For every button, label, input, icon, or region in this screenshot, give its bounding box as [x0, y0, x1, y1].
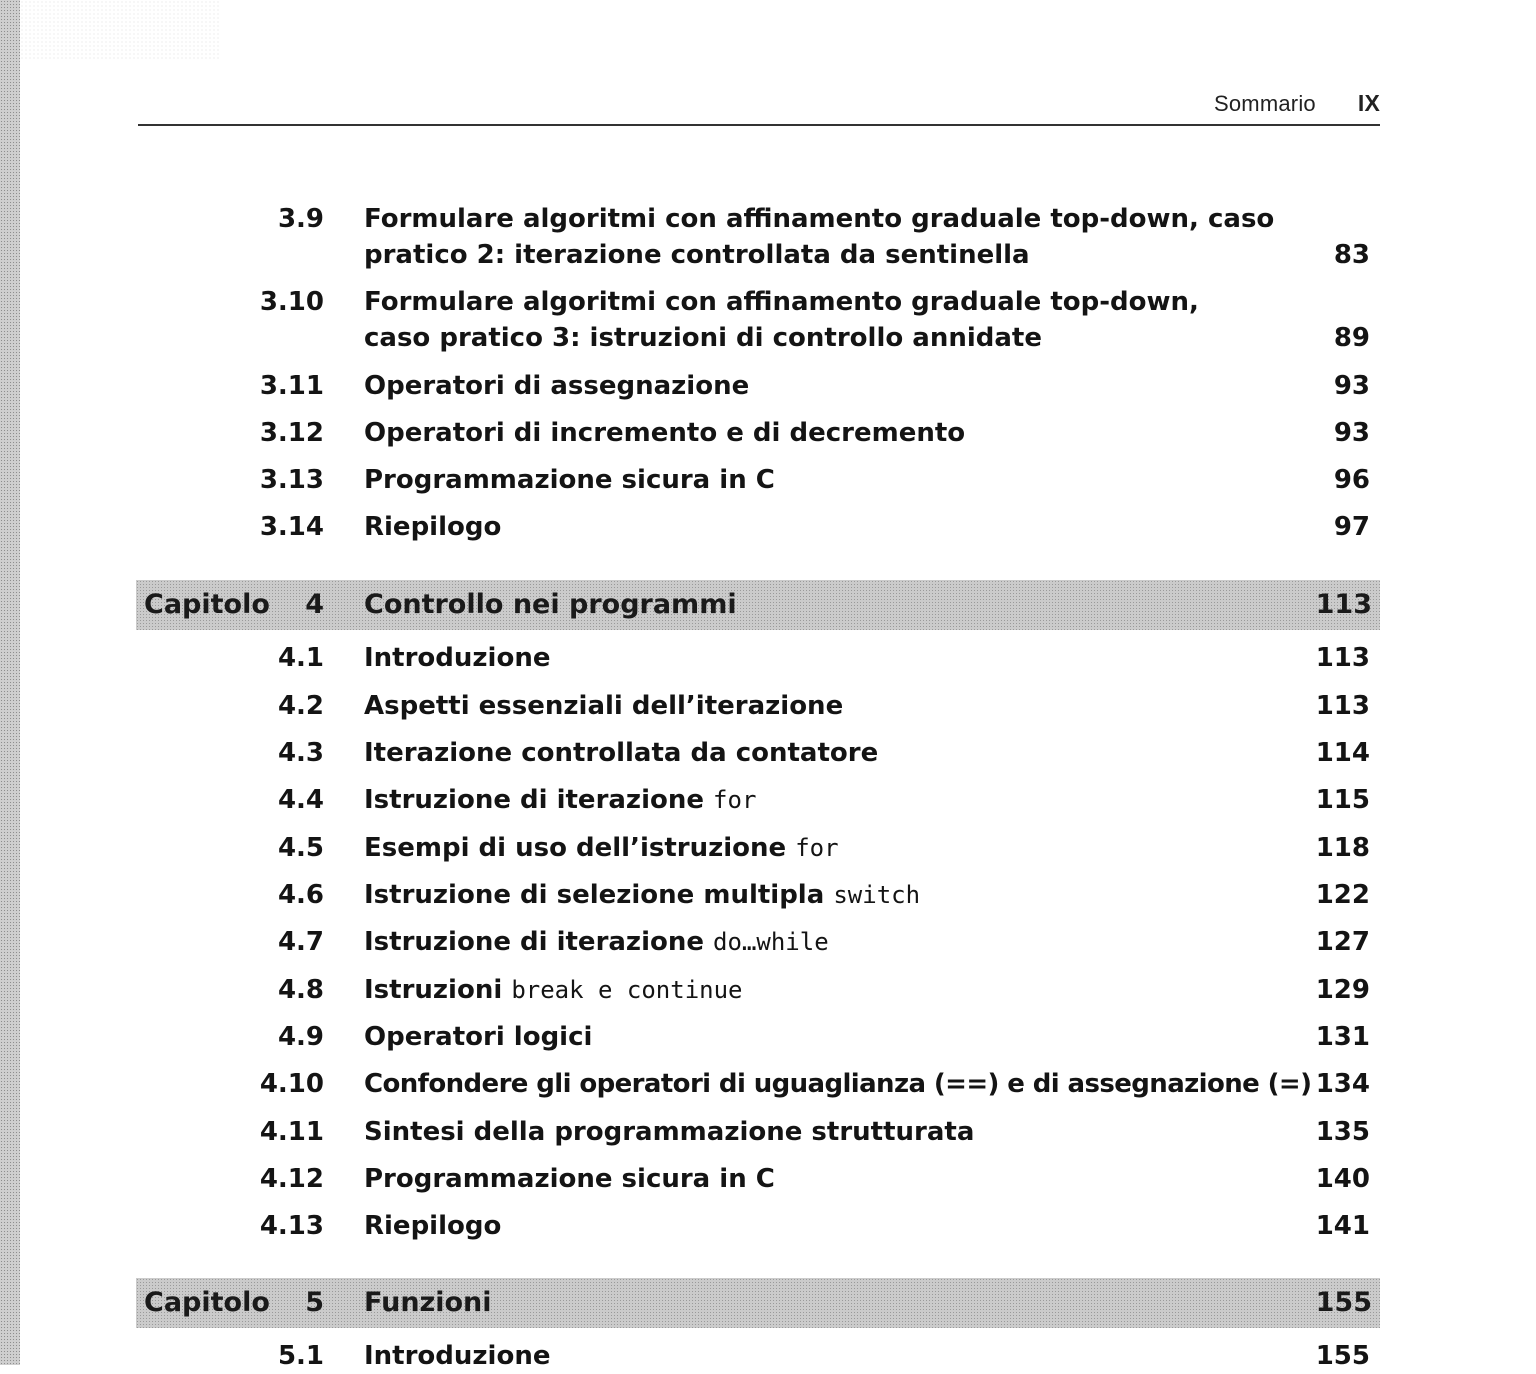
- page-number: 113: [1315, 643, 1370, 673]
- running-head-page-number: IX: [1357, 90, 1380, 116]
- section-number: 4.3: [277, 738, 324, 768]
- section-title: Riepilogo: [364, 512, 502, 542]
- code-keyword: for: [713, 786, 757, 814]
- running-head-section: Sommario: [1214, 91, 1316, 116]
- chapter-label: Capitolo: [144, 589, 270, 620]
- chapter-title: Controllo nei programmi: [364, 589, 737, 620]
- section-title: [364, 284, 1324, 356]
- section-number: 3.13: [259, 465, 324, 495]
- section-number: 3.14: [259, 512, 324, 542]
- section-title-text: Istruzione di iterazione: [364, 927, 704, 957]
- section-number: 4.11: [259, 1117, 324, 1147]
- section-title: [364, 782, 1324, 818]
- section-number: 3.11: [259, 371, 324, 401]
- section-number: 4.12: [259, 1164, 324, 1194]
- page-number: 141: [1315, 1211, 1370, 1241]
- section-title-text: Istruzioni: [364, 975, 503, 1005]
- chapter-number: 5: [305, 1287, 324, 1318]
- section-title: Aspetti essenziali dell’iterazione: [364, 691, 844, 721]
- section-title: Operatori logici: [364, 1022, 593, 1052]
- section-title-line: Formulare algoritmi con affinamento graduale top-down,: [364, 287, 1199, 317]
- section-number: 4.8: [277, 975, 324, 1005]
- page-number: 155: [1315, 1341, 1370, 1371]
- section-title: [364, 924, 1324, 960]
- page-number: 118: [1315, 833, 1370, 863]
- page-number: 93: [1333, 418, 1370, 448]
- section-title-text: Istruzione di iterazione: [364, 785, 704, 815]
- page-number: 134: [1315, 1069, 1370, 1099]
- section-number: 3.9: [277, 204, 324, 234]
- section-title: Operatori di incremento e di decremento: [364, 418, 966, 448]
- page-number: 97: [1333, 512, 1370, 542]
- section-title-line: Formulare algoritmi con affinamento graduale top-down, caso: [364, 204, 1275, 234]
- section-number: 4.1: [277, 643, 324, 673]
- chapter-number: 4: [305, 589, 324, 620]
- section-title: Iterazione controllata da contatore: [364, 738, 879, 768]
- section-number: 4.7: [277, 927, 324, 957]
- section-title-text: Esempi di uso dell’istruzione: [364, 833, 787, 863]
- page-number: 113: [1315, 691, 1370, 721]
- page-number: 135: [1315, 1117, 1370, 1147]
- section-title: [364, 830, 1324, 866]
- section-number: 4.10: [259, 1069, 324, 1099]
- section-number: 4.9: [277, 1022, 324, 1052]
- section-title: Confondere gli operatori di uguaglianza (==) e di assegnazione (=): [364, 1069, 1312, 1099]
- section-title: Programmazione sicura in C: [364, 1164, 775, 1194]
- page-number: 131: [1315, 1022, 1370, 1052]
- section-title: [364, 877, 1324, 913]
- chapter-label: Capitolo: [144, 1287, 270, 1318]
- page-number: 127: [1315, 927, 1370, 957]
- code-keyword: for: [795, 834, 839, 862]
- section-title: Operatori di assegnazione: [364, 371, 750, 401]
- section-title: [364, 201, 1324, 273]
- page-number: 115: [1315, 785, 1370, 815]
- section-number: 4.4: [277, 785, 324, 815]
- section-title: Riepilogo: [364, 1211, 502, 1241]
- chapter-heading: [136, 1278, 1380, 1328]
- section-title: Introduzione: [364, 643, 551, 673]
- page-number: 114: [1315, 738, 1370, 768]
- chapter-title: Funzioni: [364, 1287, 492, 1318]
- page-number: 122: [1315, 880, 1370, 910]
- code-keyword: do…while: [713, 928, 829, 956]
- page-number: 96: [1333, 465, 1370, 495]
- section-title-line: pratico 2: iterazione controllata da sentinella: [364, 240, 1030, 270]
- section-number: 4.2: [277, 691, 324, 721]
- section-title: Introduzione: [364, 1341, 551, 1371]
- page-number: 83: [1333, 240, 1370, 270]
- page-number: 129: [1315, 975, 1370, 1005]
- section-title: Programmazione sicura in C: [364, 465, 775, 495]
- section-number: 3.10: [259, 287, 324, 317]
- code-keyword: break e continue: [511, 976, 743, 1004]
- section-number: 3.12: [259, 418, 324, 448]
- page-number: 93: [1333, 371, 1370, 401]
- code-keyword: switch: [833, 881, 921, 909]
- section-number: 4.6: [277, 880, 324, 910]
- section-number: 5.1: [277, 1341, 324, 1371]
- chapter-page-number: 155: [1315, 1287, 1372, 1318]
- section-title-line: caso pratico 3: istruzioni di controllo annidate: [364, 323, 1042, 353]
- page-number: 140: [1315, 1164, 1370, 1194]
- page-number: 89: [1333, 323, 1370, 353]
- chapter-heading: [136, 580, 1380, 630]
- section-title: Sintesi della programmazione strutturata: [364, 1117, 975, 1147]
- chapter-page-number: 113: [1315, 589, 1372, 620]
- section-title-text: Istruzione di selezione multipla: [364, 880, 825, 910]
- section-title: [364, 972, 1324, 1008]
- section-number: 4.5: [277, 833, 324, 863]
- section-number: 4.13: [259, 1211, 324, 1241]
